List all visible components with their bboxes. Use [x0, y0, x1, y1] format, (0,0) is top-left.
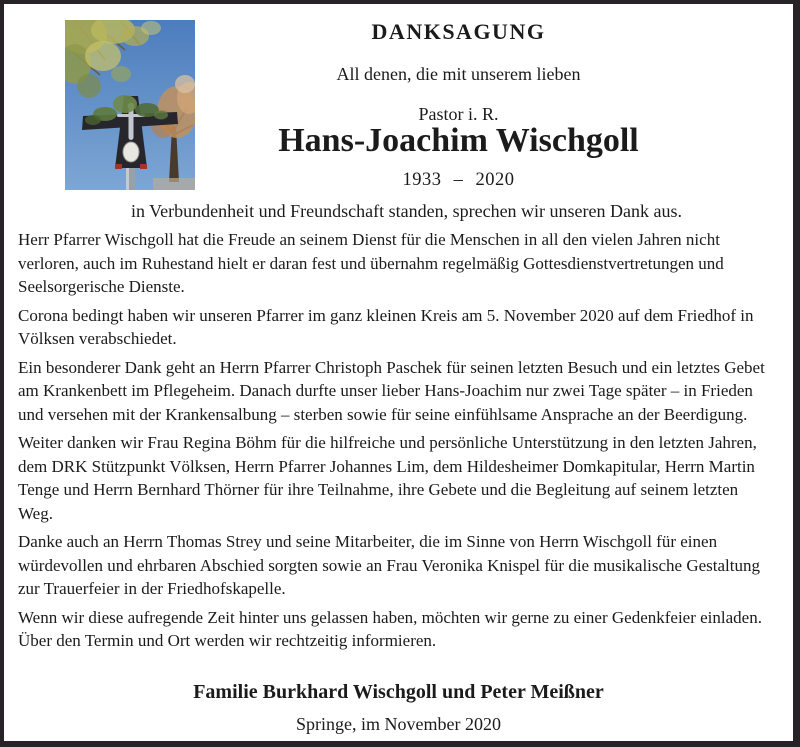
life-years: 1933 – 2020: [402, 170, 515, 190]
intro-line: in Verbundenheit und Freundschaft standen, sprechen wir unseren Dank aus.: [130, 201, 683, 221]
place-and-date: Springe, im November 2020: [296, 714, 501, 734]
paragraph-thanks-undertaker: Danke auch an Herrn Thomas Strey und seine Mitarbeiter, die im Sinne von Herrn Wischgoll für einen würdevollen und ehrbaren Abschied sorgten sowie an Frau Veronika Knispel für die musikalische Gestaltung zur Trauerfeier in der Friedhofskapelle.: [18, 532, 761, 598]
salutation-line: All denen, die mit unserem lieben: [336, 64, 581, 84]
deceased-role: Pastor i. R.: [418, 104, 499, 124]
family-signature: Familie Burkhard Wischgoll und Peter Meißner: [193, 681, 604, 703]
deceased-name: Hans-Joachim Wischgoll: [278, 122, 639, 159]
paragraph-thanks-supporters: Weiter danken wir Frau Regina Böhm für die hilfreiche und persönliche Unterstützung in den letzten Jahren, dem DRK Stützpunkt Völksen, Herrn Pfarrer Johannes Lim, dem Hildesheimer Domkapitular, Herrn Martin Tenge und Herrn Bernhard Thörner für ihre Teilnahme, ihre Gebete und die Begleitung auf seinem letzten Weg.: [18, 433, 757, 523]
paragraph-service: Herr Pfarrer Wischgoll hat die Freude an seinem Dienst für die Menschen in all den vielen Jahren nicht verloren, auch im Ruhestand hielt er daran fest und übernahm regelmäßig Gottesdienstvertretungen und Seelsorgerische Dienste.: [18, 230, 724, 296]
paragraph-farewell: Corona bedingt haben wir unseren Pfarrer im ganz kleinen Kreis am 5. November 2020 auf dem Friedhof in Völksen verabschiedet.: [18, 305, 754, 348]
notice-title: DANKSAGUNG: [371, 19, 546, 44]
paragraph-memorial-announcement: Wenn wir diese aufregende Zeit hinter uns gelassen haben, möchten wir gerne zu einer Gedenkfeier einladen. Über den Termin und Ort werden wir rechtzeitig informieren.: [18, 607, 762, 650]
notice-body: [18, 228, 776, 658]
paragraph-thanks-paschek: Ein besonderer Dank geht an Herrn Pfarrer Christoph Paschek für seinen letzten Besuch und ein letztes Gebet am Krankenbett im Pflegeheim. Danach durfte unser lieber Hans-Joachim nur zwei Tage später – in Frieden und versehen mit der Krankensalbung – sterben sowie für seine einfühlsame Ansprache an der Beerdigung.: [18, 357, 765, 424]
